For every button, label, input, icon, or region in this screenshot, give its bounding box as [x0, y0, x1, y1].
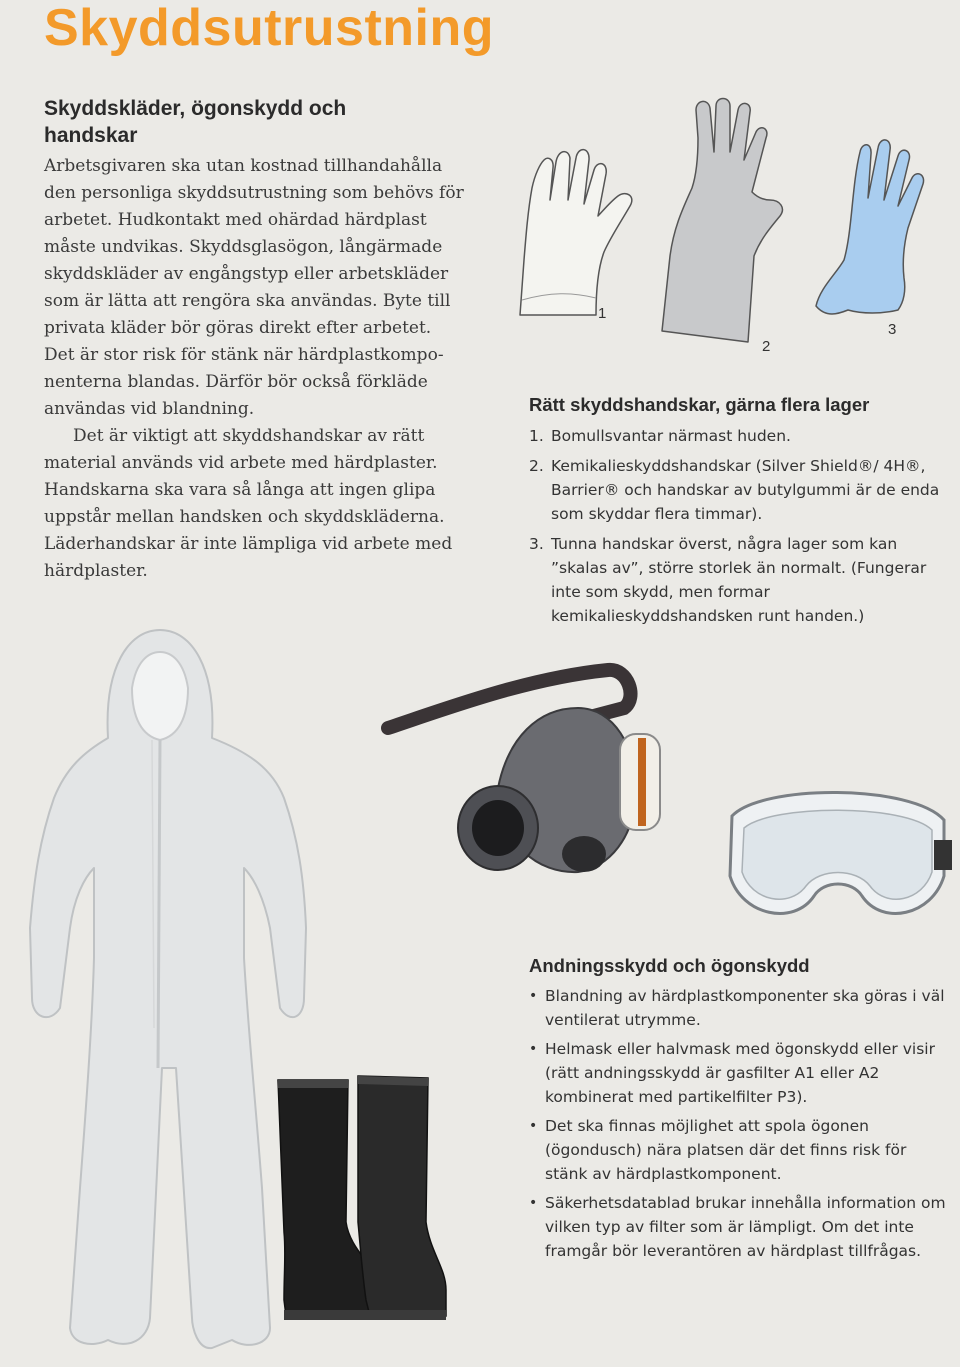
- list-item: 1. Bomullsvantar närmast huden.: [529, 427, 791, 445]
- cotton-glove-icon: [510, 140, 640, 320]
- breathing-list: [529, 984, 949, 1268]
- list-item: • Helmask eller halvmask med ögonskydd eller visir (rätt andningsskydd är gasfilter A1 eller A2 kombinerat med partikelfilter P3).: [529, 1040, 935, 1106]
- thin-glove-icon: [808, 128, 948, 328]
- page-title: Skyddsutrustning: [44, 0, 495, 57]
- list-item: • Säkerhetsdatablad brukar innehålla information om vilken typ av filter som är lämpligt. Om det inte framgår bör leverantören av härdplast tillfrågas.: [529, 1194, 946, 1260]
- gloves-list: [529, 424, 949, 634]
- glove-label-2: 2: [762, 338, 771, 355]
- list-item: 2. Kemikalieskyddshandskar (Silver Shield®/ 4H®, Barrier® och handskar av butylgummi är de enda som skyddar flera timmar).: [529, 457, 940, 523]
- list-item: 3. Tunna handskar överst, några lager som kan ”skalas av”, större storlek än normalt. (Fungerar inte som skydd, men formar kemikalieskyddshandsken runt handen.): [529, 535, 927, 625]
- chemical-glove-icon: [652, 96, 802, 346]
- rubber-boots-icon: [270, 1072, 450, 1332]
- section-body-clothing: [44, 153, 464, 585]
- glove-label-3: 3: [888, 321, 897, 338]
- half-mask-respirator-icon: [388, 668, 688, 908]
- glove-label-1: 1: [598, 305, 607, 322]
- gloves-heading: Rätt skyddshandskar, gärna flera lager: [529, 394, 870, 415]
- breathing-heading: Andningsskydd och ögonskydd: [529, 955, 810, 976]
- section-heading-clothing: Skyddskläder, ögonskydd och handskar: [44, 97, 347, 147]
- safety-goggles-icon: [722, 776, 958, 936]
- list-item: • Det ska finnas möjlighet att spola ögonen (ögondusch) nära platsen där det finns risk för stänk av härdplastkomponent.: [529, 1117, 907, 1183]
- list-item: • Blandning av härdplastkomponenter ska göras i väl ventilerat utrymme.: [529, 987, 945, 1029]
- paragraph-employer: Arbetsgivaren ska utan kostnad tillhandahålla den personliga skyddsutrustning som behövs för arbetet. Hudkontakt med ohärdad härdplast måste undvikas. Skyddsglasögon, långärmade skyddskläder av engångstyp eller arbetskläder som är lätta att rengöra ska användas. Byte till privata kläder bör göras direkt efter arbetet. Det är stor risk för stänk när härdplastkomponenterna blandas. Därför bör också förkläde användas vid blandning.: [44, 156, 464, 419]
- paragraph-gloves-material: Det är viktigt att skyddshandskar av rätt material används vid arbete med härdplaster. Handskarna ska vara så långa att ingen glipa uppstår mellan handsken och skyddskläderna. Läderhandskar är inte lämpliga vid arbete med härdplaster.: [44, 426, 453, 581]
